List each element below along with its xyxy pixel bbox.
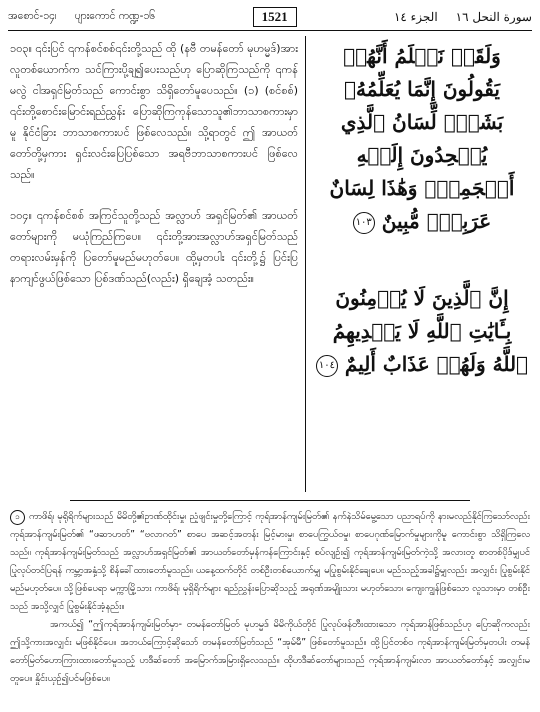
arabic-verse-103-block <box>312 40 532 238</box>
translation-verse-104: ၁၀၄။ ၎ကန်စင်စစ် အကြင်သူတို့သည် အလ္လာဟ် အရှင်မြတ်၏ အာယတ်တော်များကို မယုံကြည်ကြပေ။ ၎င်းတို့အားအလ္လာဟ်အရှင်မြတ်သည်တရားလမ်းမှန်ကို ပြတော်မူမည်မဟုတ်ပေ။ ထို့မှတပါး ၎င်းတို့၌ ပြင်းပြ နာကျင်ဖွယ်ဖြစ်သော ပြစ်ဒဏ်သည်(လည်း) ရှိချေအံ့ သတည်း။ <box>10 209 298 285</box>
footnote-paragraph-1 <box>10 508 530 616</box>
translation-column <box>10 38 298 309</box>
ayah-marker-103: ١٠٣ <box>353 212 375 234</box>
footnote-paragraph-2: အကယ်၍ “ဤကုရ်အာန်ကျမ်းမြတ်မှာ- တမန်တော်မြတ် မုဟမ္မဒ် မိမိကိုယ်တိုင် ပြုလုပ်ဖန်တီးထားသော ကုရ်အာန်ဖြစ်သည်ဟု ပြောဆိုကလည်း ဤသို့ကားအလျှင်း မဖြစ်နိုင်ပေ။ အဘယ်ကြောင့်ဆိုသော် တမန်တော်မြတ်သည် “အုမ်မီ” ဖြစ်တော်မူသည်။ ထို့ပြင်တစ်ဝ ကုရ်အာန်ကျမ်းမြတ်မှတပါး တမန်တော်မြတ်ဟောကြားထားတော်မူသည့် ဟဒီဆ်တော် အမြောက်အမြားရှိလေသည်။ ထိုဟဒီဆ်တော်များသည် ကုရ်အာန်ကျမ်းလာ အာယတ်တော်နှင့် အလျှင်းမတူပေ။ နှိုင်းယှဉ်၍ပင်မဖြစ်ပေ။ <box>10 619 530 684</box>
page-header <box>8 6 532 28</box>
surah-label: سورة النحل ١٦ <box>455 10 532 24</box>
footnote-text-1: ကာဖိရ်၊ မုရိုရိက်များသည် မိမိတို့၏ဥာဏ်ထိုင်းမှု၊ ညံ့ဖျင်းမှုတို့ကြောင့် ကုရ်အာန်ကျမ်းမြတ်၏ နက်နဲသိမ်မွေ့သော ပညာရပ်ကို နားမလည်နိုင်ကြသော်လည်း ကုရ်အာန်ကျမ်းမြတ်၏ “ဖဆာဟတ်” “ဗလာဂတ်” စာပေ အဆင့်အတန်း မြင့်မားမှု၊ စာပေကြွယ်ဝမှု၊ စာပေဂုဏ်မြောက်မှုများကိုမူ ကောင်းစွာ သိရှိကြလေသည်။ ကုရ်အာန်ကျမ်းမြတ်သည် အလ္လာဟ်အရှင်မြတ်၏ အာယတ်တော်မှန်ကန်ကြောင်းနှင့် စပ်လျဉ်း၍ ကုရ်အာန်ကျမ်းမြတ်ကဲ့သို့ အလားတူ စာတစ်ပိုဒ်မျှပင် ပြုလုပ်တင်ပြရန် ကမ္ဘာ့အနှံ့သို့ စိန်ခေါ်ထားတော်မူသည်။ ယနေ့ထက်တိုင် တစ်ဦးတစ်ယောက်မျှ မပြုစွမ်းနိုင်ချေပေ။ မည်သည့်အခါ၌မျှလည်း အလျှင်း ပြုစွမ်းနိုင်မည်မဟုတ်ပေ။ သို့ဖြစ်ပေရာ မက္ကာမြို့သား ကာဖိရ်၊ မုရှိရိက်များ ရည်ညွှန်းပြောဆိုသည့် အရုဏ်အမျိုးသား မဟုတ်သော၊ ကျေးကျွန်ဖြစ်သော လူသားမှာ တစ်ဦးသည် အသို့လျှင် ပြုစွမ်းနိုင်အံ့နည်း။ <box>10 511 530 612</box>
arabic-verse-104: إِنَّ ٱلَّذِينَ لَا يُؤۡمِنُونَ بِـَٔايَٰتِ ٱللَّهِ لَا يَهۡدِيهِمُ ٱللَّهُ وَلَهُمۡ عَذَابٌ أَلِيمٌ <box>332 286 529 376</box>
chapter-label: ပျားကောင် ကဏ္ဍ-၁၆ <box>74 9 156 22</box>
header-right <box>394 10 532 24</box>
arabic-column <box>312 40 532 425</box>
header-rule <box>8 30 532 31</box>
footnote-section <box>10 508 530 688</box>
header-left <box>8 10 155 25</box>
arabic-verse-103: وَلَقَدۡ نَعۡلَمُ أَنَّهُمۡ يَقُولُونَ إِنَّمَا يُعَلِّمُهُۥ بَشَرٞۗ لِّسَانُ ٱلَّذِي يُلۡحِدُونَ إِلَيۡهِ أَعۡجَمِيّٞ وَهَٰذَا لِسَانٌ عَرَبِيّٞ مُّبِينٌ <box>329 44 515 233</box>
ayah-marker-104: ١٠٤ <box>316 355 338 377</box>
arabic-verse-104-block <box>312 282 532 381</box>
translation-verse-103: ၁၀၃။ ၎င်းပြင် ၎ကန်စင်စစ်၎င်းတို့သည် ထို (နဗီ တမန်တော် မုဟမ္မဒ်)အား လူတစ်ယောက်က သင်ကြားပို့ချ၍ပေးသည်ဟု ပြောဆိုကြသည်ကို ၎ကန်မလွဲ ငါအရှင်မြတ်သည် ကောင်းစွာ သိရှိတော်မူပေသည်။ (၁) (စင်စစ်) ၎င်းတို့စောင်းမြောင်းရည်ညွှန်း ပြောဆိုကြကုန်သောသူ၏ဘာသာစကားမှာမူ နိုင်ငံခြား ဘာသာစကားပင် ဖြစ်လေသည်။ သို့ရာတွင် ဤ အာယတ်တော်တို့မှကား ရှင်းလင်းပြေပြစ်သော အရဗီဘာသာစကားပင် ဖြစ်လေသည်။ <box>10 42 298 181</box>
volume-label: အစောင်-၁၄၊ <box>8 9 57 22</box>
juz-label: الجزء ١٤ <box>393 10 438 24</box>
page-number: 1521 <box>253 7 297 27</box>
column-divider <box>305 36 306 492</box>
footnote-number: ၁ <box>10 510 25 525</box>
footnote-rule <box>70 500 470 501</box>
